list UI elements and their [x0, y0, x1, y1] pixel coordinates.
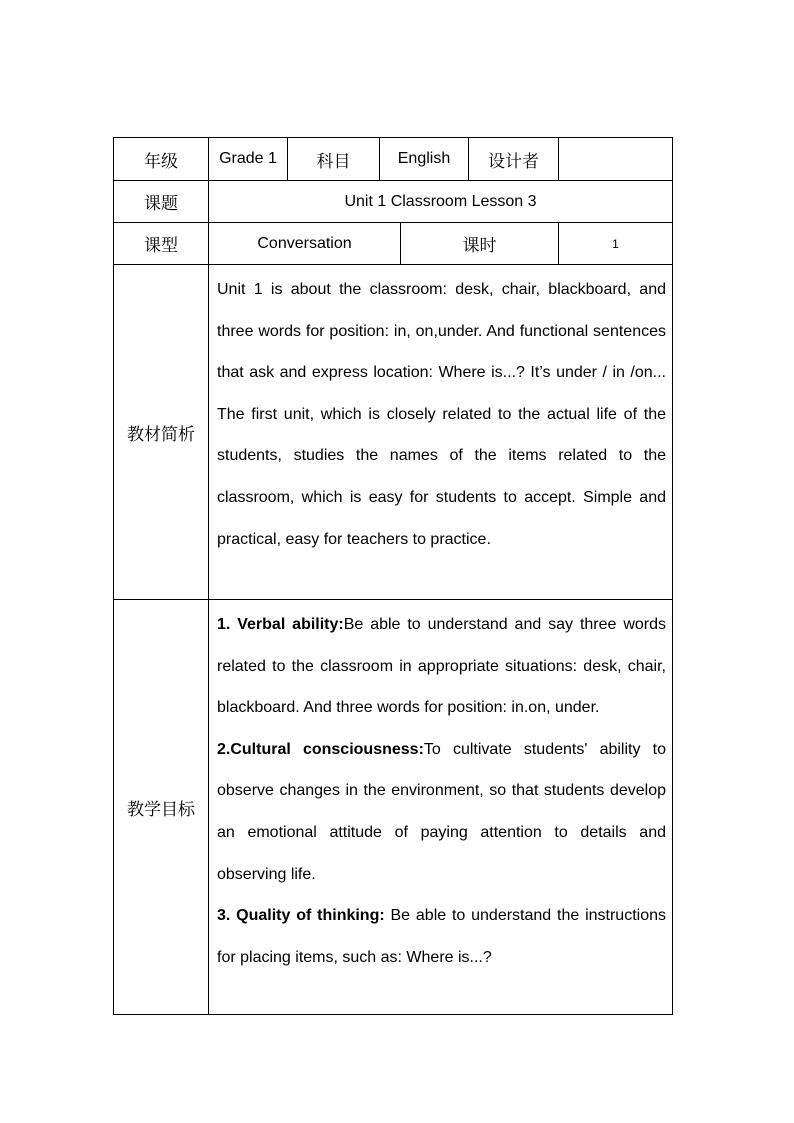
objective-item — [217, 604, 666, 729]
lesson-type-label: 课型 — [114, 223, 209, 264]
objective-item — [217, 895, 666, 978]
objective-item — [217, 729, 666, 895]
objectives-content — [209, 600, 673, 1014]
periods-value: 1 — [559, 223, 673, 264]
topic-row — [114, 181, 673, 223]
objective-title: 3. Quality of thinking — [217, 907, 380, 925]
subject-label: 科目 — [288, 138, 380, 180]
objective-text: To cultivate students' ability to observe changes in the environment, so that students develop an emotional attitude of paying attention to details and observing life. — [217, 740, 666, 883]
objective-text: Be able to understand the instructions for placing items, such as: Where is...? — [217, 907, 666, 966]
grade-value: Grade 1 — [209, 138, 288, 180]
topic-value: Unit 1 Classroom Lesson 3 — [209, 181, 673, 222]
objective-text: Be able to understand and say three words related to the classroom in appropriate situations: desk, chair, blackboard. And three words for position: in.on, under. — [217, 616, 666, 717]
objective-title: 1. Verbal ability — [217, 616, 339, 633]
lesson-type-row — [114, 223, 673, 265]
lesson-type-value: Conversation — [209, 223, 401, 264]
designer-value — [559, 138, 673, 180]
objective-separator: : — [379, 907, 385, 925]
topic-label: 课题 — [114, 181, 209, 222]
objective-separator: : — [418, 740, 424, 758]
analysis-text: Unit 1 is about the classroom: desk, chair, blackboard, and three words for position: in, on,under. And functional sentences that ask and express location: Where is...? It’s under / in /on... The first unit, which is closely related to the actual life of the students, studies the names of the items related to the classroom, which is easy for students to accept. Simple and practical, easy for teachers to practice. — [217, 281, 666, 548]
analysis-row — [114, 265, 673, 600]
objective-separator: : — [338, 616, 344, 633]
grade-label: 年级 — [114, 138, 209, 180]
analysis-label: 教材简析 — [114, 265, 209, 599]
designer-label: 设计者 — [469, 138, 559, 180]
subject-value: English — [380, 138, 469, 180]
header-row — [114, 138, 673, 181]
objectives-row — [114, 600, 673, 1015]
periods-label: 课时 — [401, 223, 559, 264]
objective-title: 2.Cultural consciousness — [217, 740, 419, 758]
objectives-label: 教学目标 — [114, 600, 209, 1014]
analysis-content — [209, 265, 673, 599]
lesson-plan-table — [113, 137, 673, 1015]
